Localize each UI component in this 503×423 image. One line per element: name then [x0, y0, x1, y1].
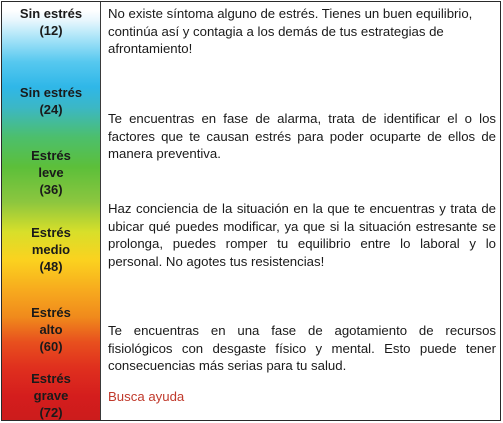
level-estres-leve — [2, 147, 100, 198]
stress-scale-table — [1, 1, 501, 421]
level-sin-estres-12 — [2, 5, 100, 39]
level-sin-estres-24 — [2, 84, 100, 118]
level-name: Estrés alto — [31, 305, 71, 337]
level-score: (72) — [39, 405, 63, 420]
level-score: (36) — [39, 182, 63, 197]
description-exhaustion: Te encuentras en una fase de agotamiento de recursos fisiológicos con desgaste físico y mental. Esto puede tener consecuencias más serias para tu salud. — [108, 323, 496, 373]
level-estres-alto — [2, 304, 100, 355]
level-estres-medio — [2, 224, 100, 275]
level-name: Sin estrés — [19, 85, 83, 100]
stress-color-scale — [2, 2, 101, 420]
description-awareness: Haz conciencia de la situación en la que te encuentras y trata de ubicar qué puedes modificar, ya que si la situación estresante se prolonga, puedes romper tu equilibrio entre lo laboral y lo personal. No agotes tus resistencias! — [108, 201, 496, 269]
level-score: (48) — [39, 259, 63, 274]
description-alarm: Te encuentras en fase de alarma, trata de identificar el o los factores que te causan estrés para poder ocuparte de ellos de manera preventiva. — [108, 111, 496, 161]
level-estres-grave — [2, 370, 100, 421]
description-no-stress: No existe síntoma alguno de estrés. Tienes un buen equilibrio, continúa así y contagia a los demás de tus estrategias de afrontamiento! — [108, 6, 473, 56]
level-score: (60) — [39, 339, 63, 354]
level-name: Estrés leve — [31, 148, 71, 180]
level-name: Estrés medio — [31, 225, 71, 257]
level-score: (12) — [39, 23, 63, 38]
level-name: Estrés grave — [31, 371, 71, 403]
description-seek-help: Busca ayuda — [108, 389, 185, 404]
level-score: (24) — [39, 102, 63, 117]
level-name: Sin estrés — [19, 6, 83, 21]
